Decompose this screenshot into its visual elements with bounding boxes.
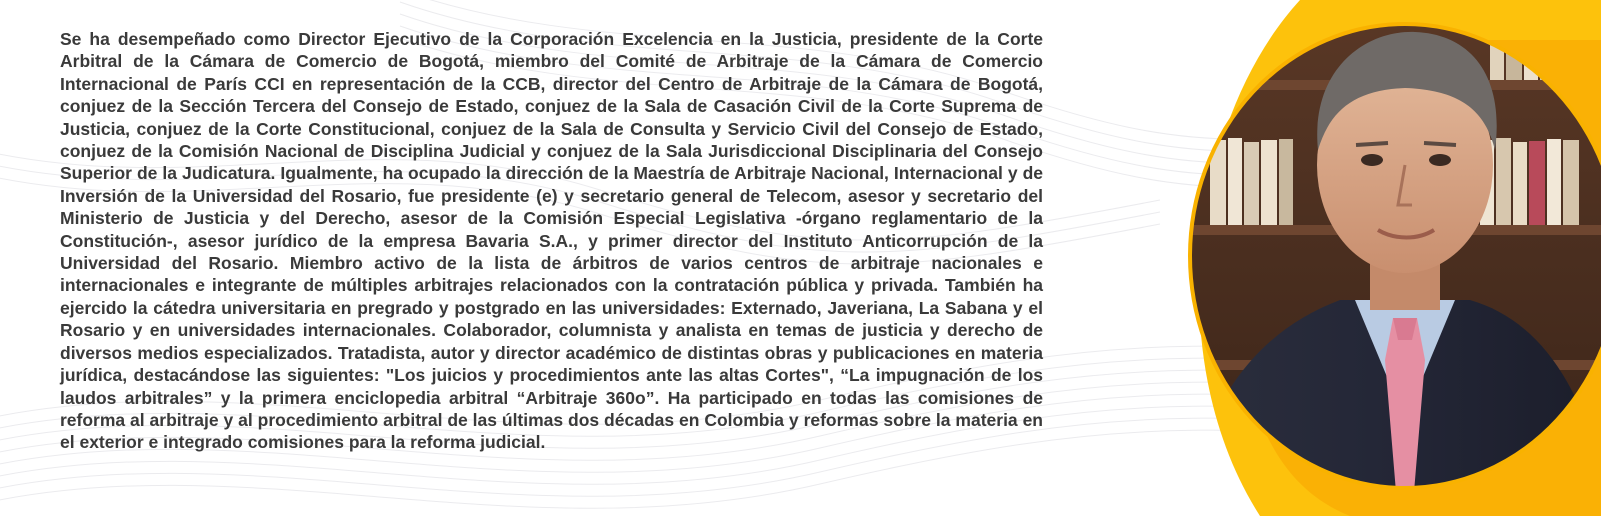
portrait-photo bbox=[1150, 0, 1601, 516]
biography-paragraph: Se ha desempeñado como Director Ejecutivo de la Corporación Excelencia en la Justicia, presidente de la Corte Arbitral de la Cámara de Comercio de Bogotá, miembro del Comité de Arbitraje de la Cámara de Comercio Internacional de París CCI en representación de la CCB, director del Centro de Arbitraje de la Cámara de Bogotá, conjuez de la Sección Tercera del Consejo de Estado, conjuez de la Sala de Casación Civil de la Corte Suprema de Justicia, conjuez de la Corte Constitucional, conjuez de la Sala de Consulta y Servicio Civil del Consejo de Estado, conjuez de la Comisión Nacional de Disciplina Judicial y conjuez de la Sala Jurisdiccional Disciplinaria del Consejo Superior de la Judicatura. Igualmente, ha ocupado la dirección de la Maestría de Arbitraje Nacional, Internacional y de Inversión de la Universidad del Rosario, fue presidente (e) y secretario general de Telecom, asesor y secretario del Ministerio de Justicia y del Derecho, asesor de la Comisión Especial Legislativa -órgano reglamentario de la Constitución-, asesor jurídico de la empresa Bavaria S.A., y primer director del Instituto Anticorrupción de la Universidad del Rosario. Miembro activo de la lista de árbitros de varios centros de arbitraje nacionales e internacionales e integrante de múltiples arbitrajes relacionados con la contratación pública y privada. También ha ejercido la cátedra universitaria en pregrado y postgrado en las universidades: Externado, Javeriana, La Sabana y el Rosario y en universidades internacionales. Colaborador, columnista y analista en temas de justicia y derecho de diversos medios especializados. Tratadista, autor y director académico de distintas obras y publicaciones en materia jurídica, destacándose las siguientes: "Los juicios y procedimientos ante las altas Cortes", “La impugnación de los laudos arbitrales” y la primera enciclopedia arbitral “Arbitraje 360o”. Ha participado en todas las comisiones de reforma al arbitraje y al procedimiento arbitral de las últimas dos décadas en Colombia y reformas sobre la materia en el exterior e integrado comisiones para la reforma judicial. bbox=[60, 29, 1043, 453]
